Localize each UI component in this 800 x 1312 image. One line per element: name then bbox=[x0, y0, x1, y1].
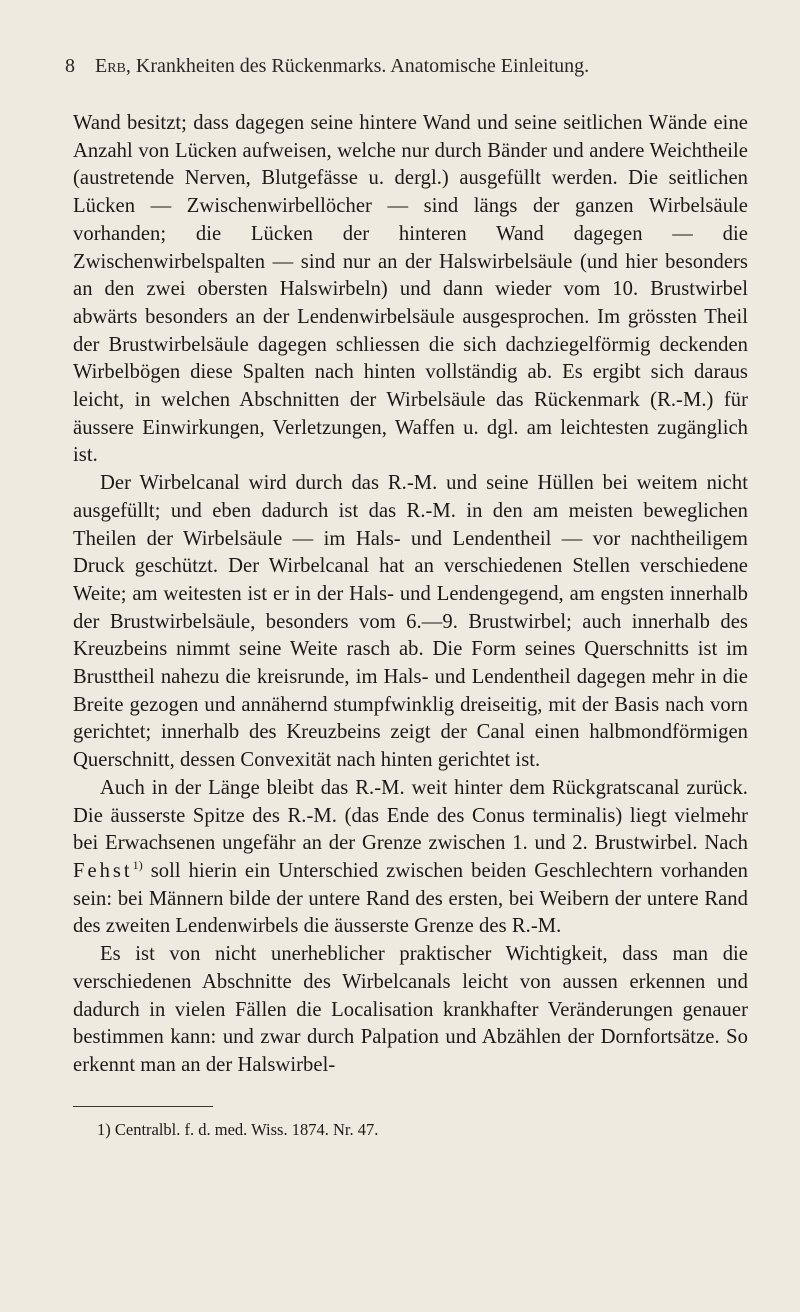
author-name: Erb bbox=[95, 55, 126, 77]
running-head bbox=[65, 52, 748, 80]
chapter-title: , Krankheiten des Rückenmarks. Anatomische Einleitung. bbox=[125, 55, 590, 77]
footnote-divider bbox=[73, 1106, 213, 1107]
paragraph-text: Wand besitzt; dass dagegen seine hintere Wand und seine seitlichen Wände eine Anzahl von Lücken aufweisen, welche nur durch Bänder und andere Weichtheile (austretende Nerven, Blutgefässe u. dergl.) ausgefüllt werden. Die seitlichen Lücken — Zwischenwirbellöcher — sind längs der ganzen Wirbelsäule vorhanden; die Lücken der hinteren Wand dagegen — die Zwischenwirbelspalten — sind nur an der Halswirbelsäule (und hier besonders an den zwei obersten Halswirbeln) und dann wieder vom 10. Brustwirbel abwärts besonders an der Lendenwirbelsäule ausgesprochen. Im grössten Theil der Brustwirbelsäule dagegen schliessen die sich dachziegelförmig deckenden Wirbelbögen diese Spalten nach hinten vollständig ab. Es ergibt sich daraus leicht, in welchen Abschnitten der Wirbelsäule das Rückenmark (R.-M.) für äussere Einwirkungen, Verletzungen, Waffen u. dgl. am leichtesten zugänglich ist. bbox=[73, 112, 748, 467]
paragraph-3 bbox=[73, 775, 748, 941]
page-number: 8 bbox=[65, 55, 75, 77]
paragraph-text: Der Wirbelcanal wird durch das R.-M. und seine Hüllen bei weitem nicht ausgefüllt; und eben dadurch ist das R.-M. in den am meisten beweglichen Theilen der Wirbelsäule — im Hals- und Lendentheil — vor nachtheiligem Druck geschützt. Der Wirbelcanal hat an verschiedenen Stellen verschiedene Weite; am weitesten ist er in der Hals- und Lendengegend, am engsten innerhalb der Brustwirbelsäule, besonders vom 6.—9. Brustwirbel; auch innerhalb des Kreuzbeins nimmt seine Weite rasch ab. Die Form seines Querschnitts ist im Brusttheil nahezu die kreisrunde, im Hals- und Lendentheil dagegen mehr in die Breite gezogen und annähernd stumpfwinklig dreiseitig, mit der Basis nach vorn gerichtet; innerhalb des Kreuzbeins zeigt der Canal einen halbmondförmigen Querschnitt, dessen Convexität nach hinten gerichtet ist. bbox=[73, 472, 748, 772]
paragraph-4 bbox=[73, 941, 748, 1080]
author-citation: Fehst bbox=[73, 859, 133, 882]
paragraph-1 bbox=[73, 110, 748, 470]
paragraph-text: Auch in der Länge bleibt das R.-M. weit hinter dem Rückgratscanal zurück. Die äusserste Spitze des R.-M. (das Ende des Conus terminalis) liegt vielmehr bei Erwachsenen ungefähr an der Grenze zwischen 1. und 2. Brustwirbel. Nach bbox=[73, 776, 748, 855]
body-text bbox=[73, 110, 748, 1080]
footnote: 1) Centralbl. f. d. med. Wiss. 1874. Nr. 47. bbox=[97, 1119, 379, 1139]
paragraph-2 bbox=[73, 470, 748, 775]
paragraph-text: Es ist von nicht unerheblicher praktischer Wichtigkeit, dass man die verschiedenen Abschnitte des Wirbelcanals leicht von aussen erkennen und dadurch in vielen Fällen die Localisation krankhafter Veränderungen genauer bestimmen kann: und zwar durch Palpation und Abzählen der Dornfortsätze. So erkennt man an der Halswirbel- bbox=[73, 943, 748, 1076]
paragraph-text: soll hierin ein Unterschied zwischen beiden Geschlechtern vorhanden sein: bei Männern bilde der untere Rand des ersten, bei Weibern der untere Rand des zweiten Lendenwirbels die äusserste Grenze des R.-M. bbox=[73, 859, 748, 938]
footnote-reference[interactable]: 1) bbox=[132, 858, 143, 873]
